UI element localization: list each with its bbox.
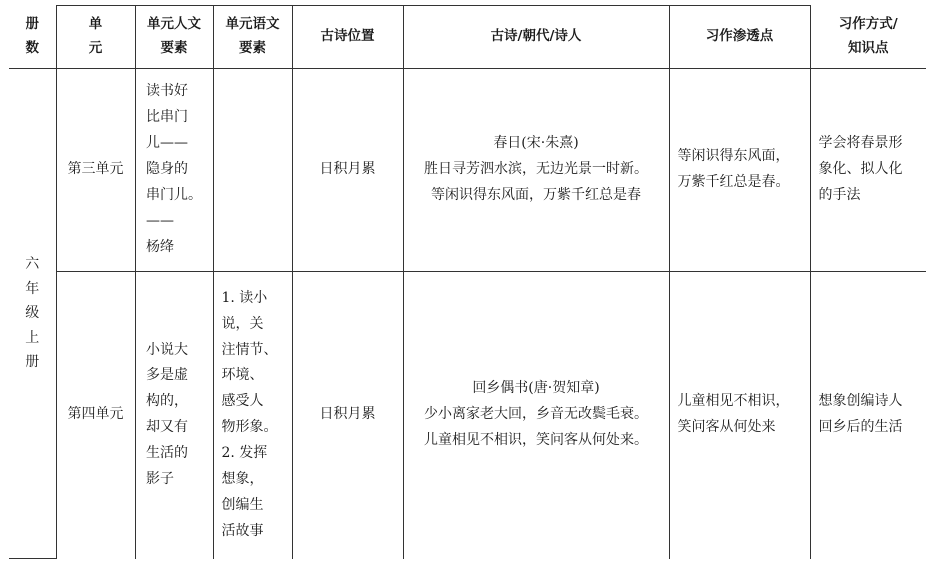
text-line: 活故事 — [221, 522, 264, 539]
writing-method-cell — [810, 272, 926, 559]
text-line: 说，关 — [221, 315, 264, 332]
text-line: 隐身的 — [146, 161, 188, 178]
header-humanities — [135, 6, 213, 69]
humanities-text — [146, 79, 202, 260]
poem-cell — [403, 272, 669, 559]
text-line: 儿—— — [146, 135, 188, 152]
header-writing-method-line: 习作方式/ — [838, 16, 898, 33]
header-grade-line: 数 — [25, 39, 39, 56]
humanities-cell — [135, 272, 213, 559]
text-line: 象化、拟人化 — [818, 161, 903, 178]
text-line: 杨绛 — [146, 238, 174, 255]
header-writing-method — [810, 6, 926, 69]
text-line: 笑问客从何处来 — [677, 419, 776, 436]
text-line: 环境、 — [221, 367, 264, 384]
grade-char: 上 — [25, 329, 40, 346]
poem-line: 儿童相见不相识，笑问客从何处来。 — [424, 432, 648, 449]
text-line: 物形象。 — [221, 419, 278, 436]
header-unit-line: 元 — [88, 40, 103, 56]
header-row — [9, 6, 926, 69]
language-text — [222, 286, 284, 545]
text-line: 小说大 — [146, 341, 188, 358]
header-grade — [9, 6, 56, 69]
table-row — [9, 272, 926, 559]
text-line: 多是虚 — [146, 367, 188, 384]
text-line: 1. 读小 — [221, 289, 268, 306]
grade-char: 六 — [25, 256, 40, 273]
text-line: 读书好 — [146, 83, 188, 100]
text-line: 回乡后的生活 — [818, 419, 903, 436]
grade-char: 年 — [25, 280, 40, 297]
grade-char: 级 — [25, 305, 40, 322]
text-line: 想象， — [221, 471, 264, 488]
text-line: 想象创编诗人 — [818, 393, 903, 410]
poem-position-cell: 日积月累 — [292, 272, 403, 559]
header-language — [213, 6, 292, 69]
header-humanities-line: 要素 — [160, 40, 188, 56]
header-unit — [56, 6, 135, 69]
language-cell-empty — [213, 69, 292, 272]
text-line: 的手法 — [818, 186, 861, 203]
header-writing-point: 习作渗透点 — [669, 6, 810, 69]
text-line: 注情节、 — [221, 341, 278, 358]
writing-point-cell — [669, 69, 810, 272]
humanities-text — [146, 338, 202, 493]
table-row — [9, 69, 926, 272]
text-line: —— — [146, 212, 174, 229]
unit-cell: 第三单元 — [56, 69, 135, 272]
poem-line: 少小离家老大回，乡音无改鬓毛衰。 — [424, 406, 648, 423]
humanities-cell — [135, 69, 213, 272]
text-line: 感受人 — [221, 393, 264, 410]
text-line: 等闲识得东风面， — [677, 148, 790, 165]
writing-point-cell — [669, 272, 810, 559]
header-language-line: 要素 — [239, 40, 266, 56]
text-line: 构的， — [146, 393, 188, 410]
text-line: 2. 发挥 — [221, 445, 268, 462]
header-writing-method-line: 知识点 — [848, 39, 889, 56]
poem-title: 回乡偶书(唐·贺知章) — [472, 380, 600, 397]
text-line: 儿童相见不相识， — [677, 393, 790, 410]
text-line: 比串门 — [146, 109, 188, 126]
text-line: 万紫千红总是春。 — [677, 174, 790, 190]
text-line: 生活的 — [146, 445, 188, 462]
text-line: 串门儿。 — [146, 186, 202, 203]
curriculum-table — [9, 5, 926, 559]
unit-cell: 第四单元 — [56, 272, 135, 559]
writing-method-cell — [810, 69, 926, 272]
text-line: 却又有 — [146, 419, 188, 436]
header-unit-line: 单 — [88, 16, 103, 33]
poem-line: 等闲识得东风面，万紫千红总是春 — [431, 186, 641, 203]
grade-char: 册 — [25, 354, 40, 371]
poem-line: 胜日寻芳泗水滨，无边光景一时新。 — [424, 161, 648, 178]
text-line: 学会将春景形 — [818, 135, 903, 152]
header-grade-line: 册 — [25, 16, 39, 33]
language-cell — [213, 272, 292, 559]
header-poem-info: 古诗/朝代/诗人 — [403, 6, 669, 69]
grade-cell — [9, 69, 56, 559]
header-poem-position: 古诗位置 — [292, 6, 403, 69]
poem-title: 春日(宋·朱熹) — [493, 135, 579, 152]
header-humanities-line: 单元人文 — [147, 16, 201, 33]
text-line: 影子 — [146, 471, 174, 488]
text-line: 创编生 — [221, 496, 264, 513]
poem-cell — [403, 69, 669, 272]
header-language-line: 单元语文 — [225, 16, 280, 33]
poem-position-cell: 日积月累 — [292, 69, 403, 272]
